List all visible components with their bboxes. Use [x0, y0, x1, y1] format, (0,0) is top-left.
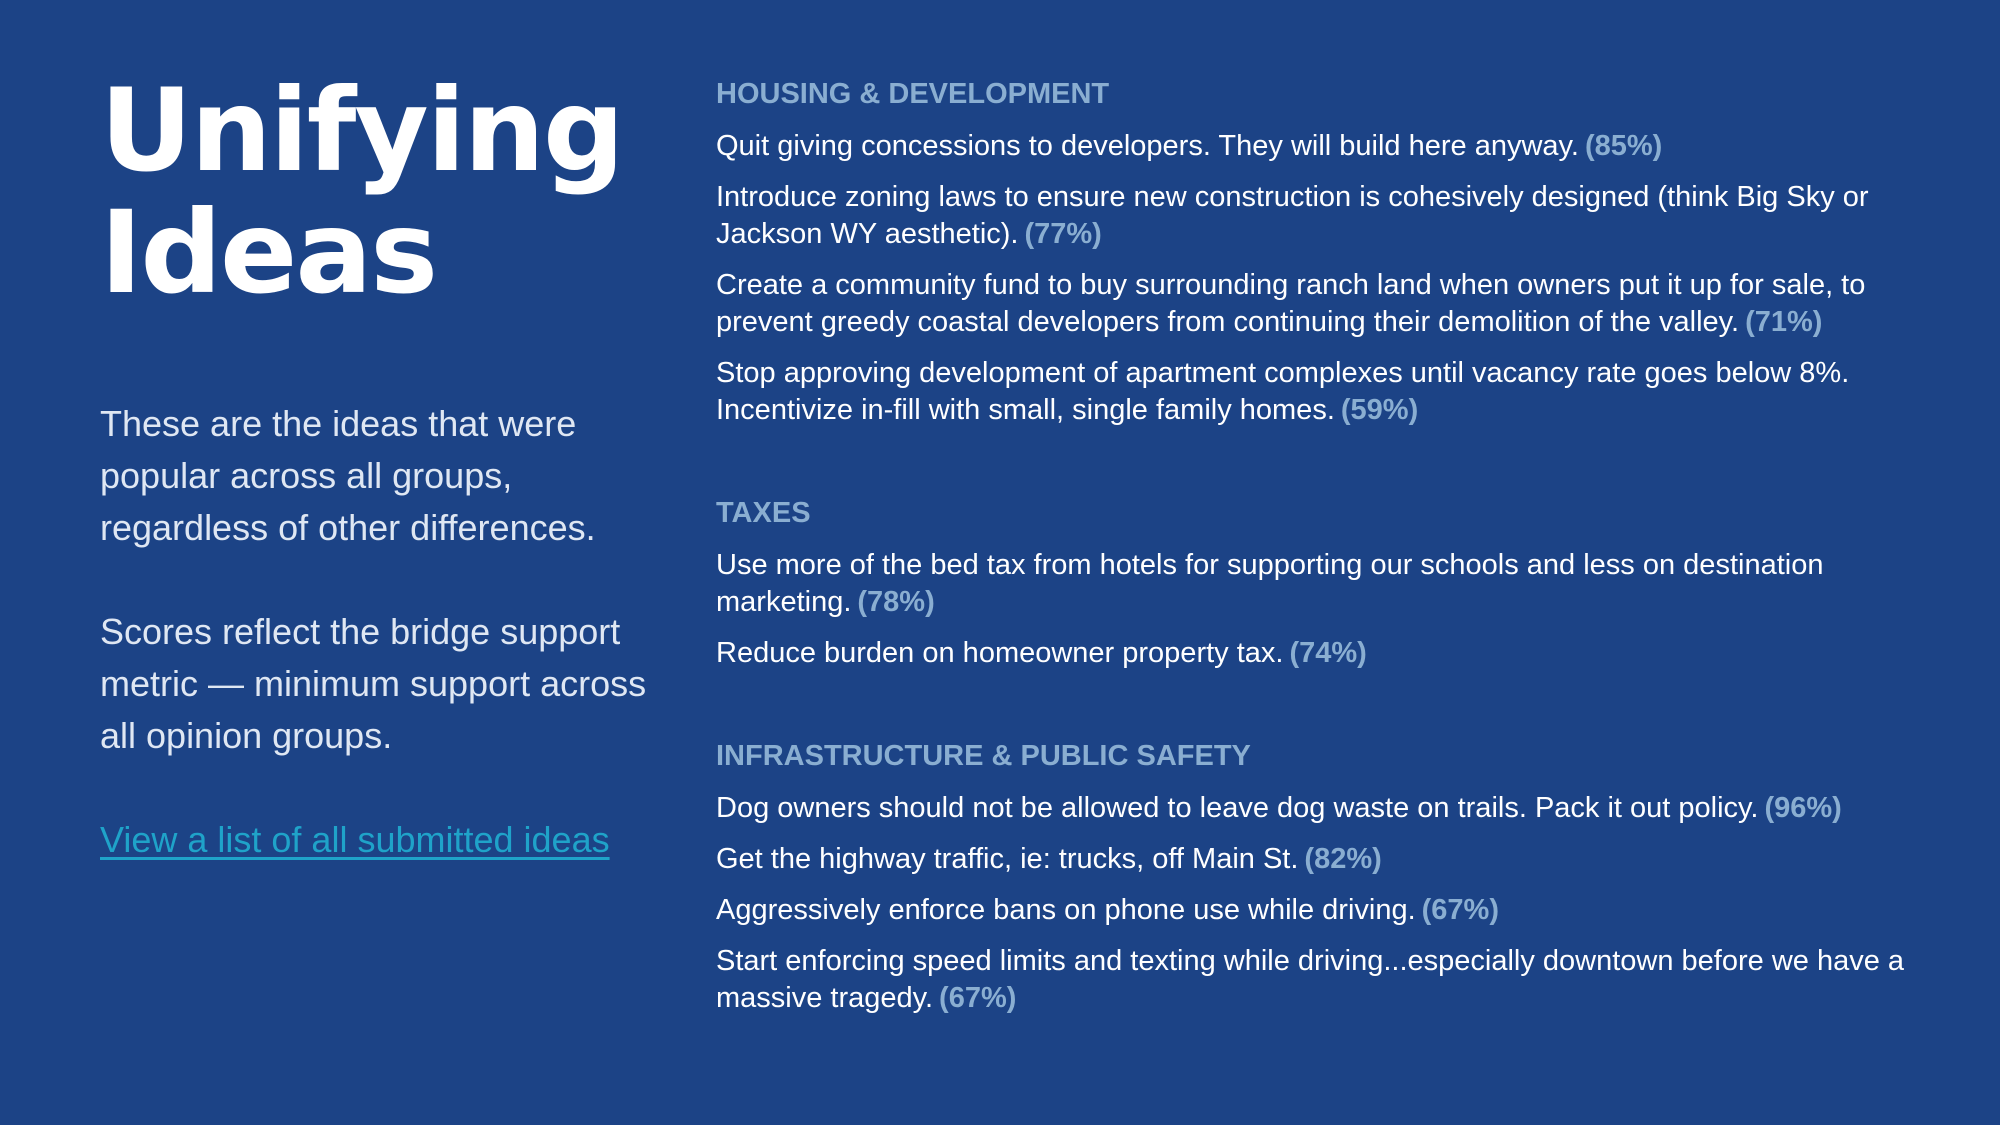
section-heading: TAXES [716, 497, 811, 529]
idea-text: Get the highway traffic, ie: trucks, off Main St. [716, 843, 1299, 875]
idea-text: Quit giving concessions to developers. They will build here anyway. [716, 130, 1579, 162]
intro-panel [100, 64, 660, 866]
idea-text: Create a community fund to buy surrounding ranch land when owners put it up for sale, to prevent greedy coastal developers from continuing their demolition of the valley. [716, 269, 1866, 338]
idea-text: Reduce burden on homeowner property tax. [716, 637, 1284, 669]
section-taxes [716, 493, 1946, 672]
idea-score: (82%) [1304, 843, 1382, 875]
idea-score: (96%) [1764, 792, 1842, 824]
intro-text: These are the ideas that were popular across all groups, regardless of other differences. [100, 403, 596, 548]
idea-item [716, 892, 1946, 929]
section-infrastructure-public-safety [716, 736, 1946, 1017]
idea-score: (59%) [1340, 394, 1419, 426]
idea-text: Aggressively enforce bans on phone use while driving. [716, 894, 1416, 926]
idea-text: Start enforcing speed limits and texting while driving...especially downtown before we have a massive tragedy. [716, 945, 1905, 1014]
idea-score: (67%) [1421, 894, 1499, 926]
idea-item [716, 841, 1946, 878]
idea-score: (71%) [1745, 306, 1823, 338]
idea-score: (74%) [1289, 637, 1367, 669]
idea-text: Stop approving development of apartment complexes until vacancy rate goes below 8%. Incentivize in-fill with small, single family homes. [716, 357, 1850, 426]
idea-item [716, 635, 1946, 672]
ideas-panel [716, 74, 1946, 1081]
idea-score: (85%) [1584, 130, 1663, 162]
idea-text: Introduce zoning laws to ensure new construction is cohesively designed (think Big Sky or Jackson WY aesthetic). [716, 181, 1869, 250]
all-ideas-link[interactable]: View a list of all submitted ideas [100, 819, 610, 860]
idea-item [716, 267, 1946, 341]
page-title-line-1: Unifying [100, 64, 623, 197]
idea-score: (78%) [857, 586, 935, 618]
idea-item [716, 943, 1946, 1017]
section-housing-development [716, 74, 1946, 429]
idea-item [716, 179, 1946, 253]
idea-text: Dog owners should not be allowed to leave dog waste on trails. Pack it out policy. [716, 792, 1759, 824]
section-heading: INFRASTRUCTURE & PUBLIC SAFETY [716, 740, 1251, 772]
scores-note: Scores reflect the bridge support metric — minimum support across all opinion groups. [100, 611, 647, 756]
page-title-line-2: Ideas [100, 186, 437, 319]
idea-item [716, 547, 1946, 621]
idea-text: Use more of the bed tax from hotels for supporting our schools and less on destination marketing. [716, 549, 1824, 618]
idea-item [716, 355, 1946, 429]
idea-score: (77%) [1024, 218, 1102, 250]
idea-item [716, 790, 1946, 827]
idea-score: (67%) [939, 982, 1017, 1014]
section-heading: HOUSING & DEVELOPMENT [716, 78, 1110, 110]
idea-item [716, 128, 1946, 165]
page-title [100, 64, 660, 319]
